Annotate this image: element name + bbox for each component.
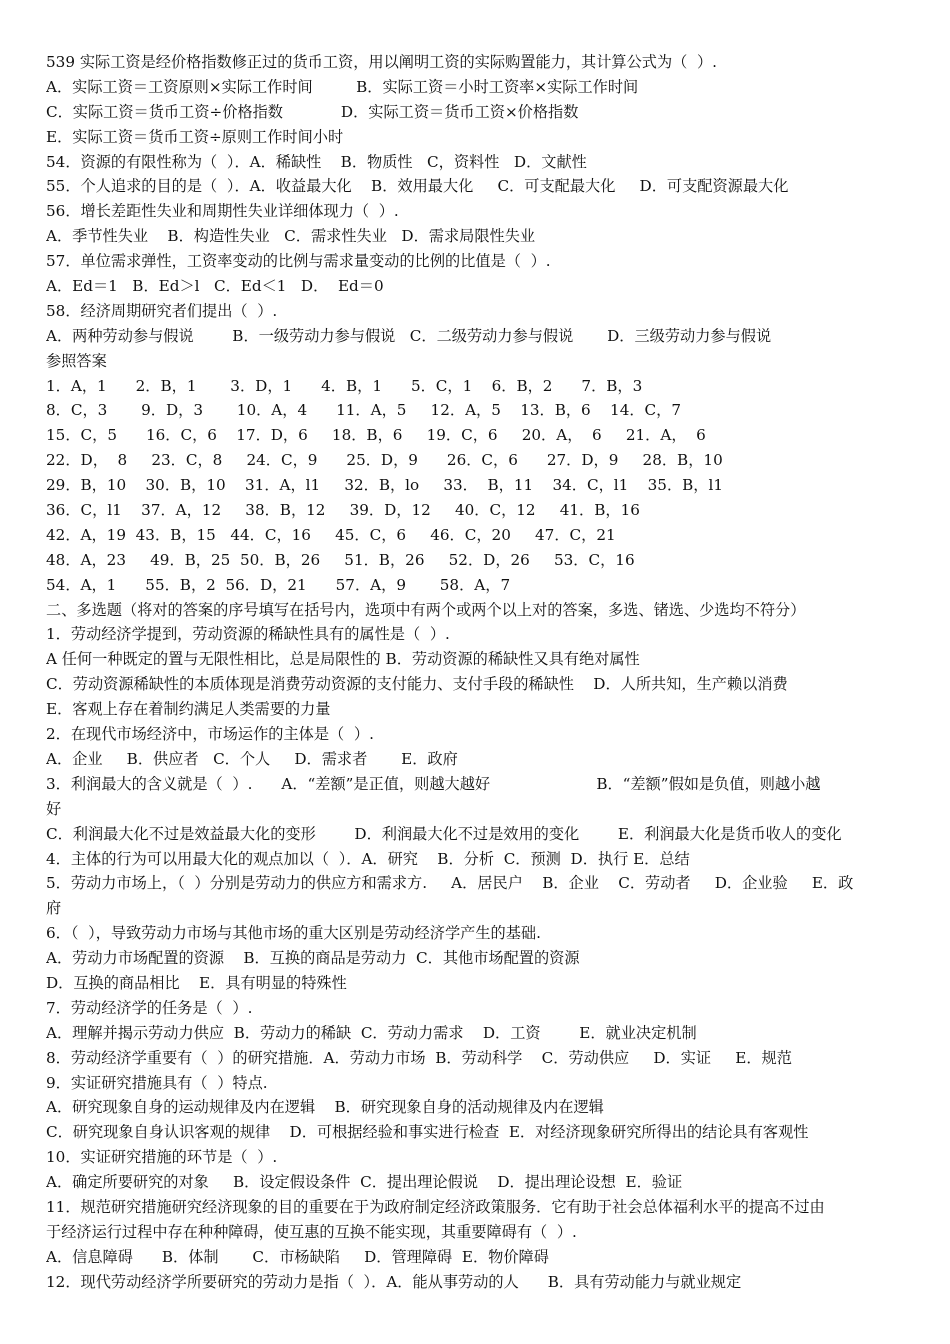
text-line: 1．劳动经济学提到，劳动资源的稀缺性具有的属性是（ ）. <box>46 625 450 644</box>
text-line: 10．实证研究措施的环节是（ ）. <box>46 1148 278 1167</box>
answer-row: 1．A，1 2．B，1 3．D，1 4．B，1 5．C，1 6．B，2 7．B，3 <box>46 376 643 395</box>
text-line: C．研究现象自身认识客观的规律 D．可根据经验和事实进行检查 E．对经济现象研究所得出的结论具有客观性 <box>46 1123 809 1142</box>
answer-row: 15．C，5 16．C，6 17．D，6 18．B，6 19．C，6 20．A， 6 21．A， 6 <box>46 426 706 445</box>
text-line: 539 实际工资是经价格指数修正过的货币工资，用以阐明工资的实际购置能力，其计算公式为（ ）. <box>46 53 717 71</box>
section-heading: 二、多选题（将对的答案的序号填写在括号内，选项中有两个或两个以上对的答案，多选、锗选、少选均不符分） <box>46 600 806 619</box>
text-line: A．季节性失业 B．构造性失业 C．需求性失业 D．需求局限性失业 <box>46 227 536 246</box>
text-line: 8．劳动经济学重要有（ ）的研究措施．A．劳动力市场 B．劳动科学 C．劳动供应 D．实证 E．规范 <box>46 1048 792 1067</box>
text-line: C．劳动资源稀缺性的本质体现是消费劳动资源的支付能力、支付手段的稀缺性 D．人所共知，生产赖以消费 <box>46 675 788 694</box>
text-line: A．两种劳动参与假说 B．一级劳动力参与假说 C．二级劳动力参与假说 D．三级劳动力参与假说 <box>46 326 772 345</box>
text-line: 5．劳动力市场上，（ ）分别是劳动力的供应方和需求方. A．居民户 B．企业 C．劳动者 D．企业验 E．政 <box>46 874 854 893</box>
answer-row: 54．A，1 55．B，2 56．D，21 57．A，9 58．A，7 <box>46 575 511 594</box>
answer-row: 36．C，l1 37．A，12 38．B，12 39．D，12 40．C，12 41．B，16 <box>46 501 640 520</box>
text-line: 3．利润最大的含义就是（ ）. A．“差额”是正值，则越大越好 B．“差额”假如是负值，则越小越 <box>46 774 821 793</box>
text-line: 54．资源的有限性称为（ ）．A．稀缺性 B．物质性 C，资料性 D．文献性 <box>46 152 587 171</box>
text-line: 9．实证研究措施具有（ ）特点. <box>46 1073 268 1092</box>
text-line: A．理解并揭示劳动力供应 B．劳动力的稀缺 C．劳动力需求 D．工资 E．就业决定机制 <box>46 1023 697 1042</box>
text-line: E．客观上存在着制约满足人类需要的力量 <box>46 700 331 719</box>
text-line: A 任何一种既定的置与无限性相比，总是局限性的 B．劳动资源的稀缺性又具有绝对属性 <box>46 650 640 669</box>
text-line: 好 <box>46 799 62 818</box>
text-line: 2．在现代市场经济中，市场运作的主体是（ ）. <box>46 725 374 744</box>
text-line: A．劳动力市场配置的资源 B．互换的商品是劳动力 C．其他市场配置的资源 <box>46 949 580 968</box>
text-line: E．实际工资＝货币工资÷原则工作时间小时 <box>46 127 344 146</box>
text-line: C．利润最大化不过是效益最大化的变形 D．利润最大化不过是效用的变化 E．利润最大化是货币收人的变化 <box>46 824 842 843</box>
text-line: 11．规范研究措施研究经济现象的目的重要在于为政府制定经济政策服务．它有助于社会总体福利水平的提高不过由 <box>46 1197 825 1216</box>
text-line: 7．劳动经济学的任务是（ ）. <box>46 998 253 1017</box>
answers-heading: 参照答案 <box>46 351 107 370</box>
text-line: A．研究现象自身的运动规律及内在逻辑 B．研究现象自身的活动规律及内在逻辑 <box>46 1098 604 1117</box>
answer-row: 22．D， 8 23．C，8 24．C，9 25．D，9 26．C，6 27．D，9 28．B，10 <box>46 451 723 470</box>
text-line: C．实际工资＝货币工资÷价格指数 D．实际工资＝货币工资×价格指数 <box>46 102 579 121</box>
text-line: A．信息障碍 B．体制 C．市杨缺陷 D．管理障碍 E．物价障碍 <box>46 1247 549 1266</box>
answer-row: 42．A，19 43．B，15 44．C，16 45．C，6 46．C，20 47．C，21 <box>46 525 616 544</box>
text-line: A．确定所要研究的对象 B．设定假设条件 C．提出理论假说 D．提出理论设想 E．验证 <box>46 1173 683 1192</box>
answer-row: 29．B，10 30．B，10 31．A，l1 32．B，lo 33． B，11 34．C，l1 35．B，l1 <box>46 476 724 495</box>
text-line: A．实际工资＝工资原则×实际工作时间 B．实际工资＝小时工资率×实际工作时间 <box>46 77 639 96</box>
text-line: 58．经济周期研究者们提出（ ）. <box>46 301 278 320</box>
answer-row: 8．C，3 9．D，3 10．A，4 11．A，5 12．A，5 13．B，6 14．C，7 <box>46 401 682 420</box>
text-line: 于经济运行过程中存在种种障碍，使互惠的互换不能实现，其重要障碍有（ ）. <box>46 1222 577 1241</box>
text-line: 57．单位需求弹性，工资率变动的比例与需求量变动的比例的比值是（ ）. <box>46 252 551 271</box>
answer-row: 48．A，23 49．B，25 50．B，26 51．B，26 52．D，26 53．C，16 <box>46 550 635 569</box>
text-line: A．Ed＝1 B．Ed＞l C．Ed＜1 D． Ed＝0 <box>46 277 384 296</box>
text-line: 12．现代劳动经济学所要研究的劳动力是指（ ）．A．能从事劳动的人 B．具有劳动能力与就业规定 <box>46 1272 742 1291</box>
text-line: D．互换的商品相比 E．具有明显的特殊性 <box>46 973 347 992</box>
text-line: 4．主体的行为可以用最大化的观点加以（ ）．A．研究 B．分析 C．预测 D．执行 E．总结 <box>46 849 690 868</box>
text-line: 55．个人追求的目的是（ ）．A．收益最大化 B．效用最大化 C．可支配最大化 D．可支配资源最大化 <box>46 177 789 196</box>
text-line: 56．增长差距性失业和周期性失业详细体现力（ ）. <box>46 202 399 221</box>
text-line: A．企业 B．供应者 C．个人 D．需求者 E．政府 <box>46 749 458 768</box>
text-line: 府 <box>46 899 62 918</box>
text-line: 6．（ ），导致劳动力市场与其他市场的重大区别是劳动经济学产生的基础. <box>46 924 541 943</box>
